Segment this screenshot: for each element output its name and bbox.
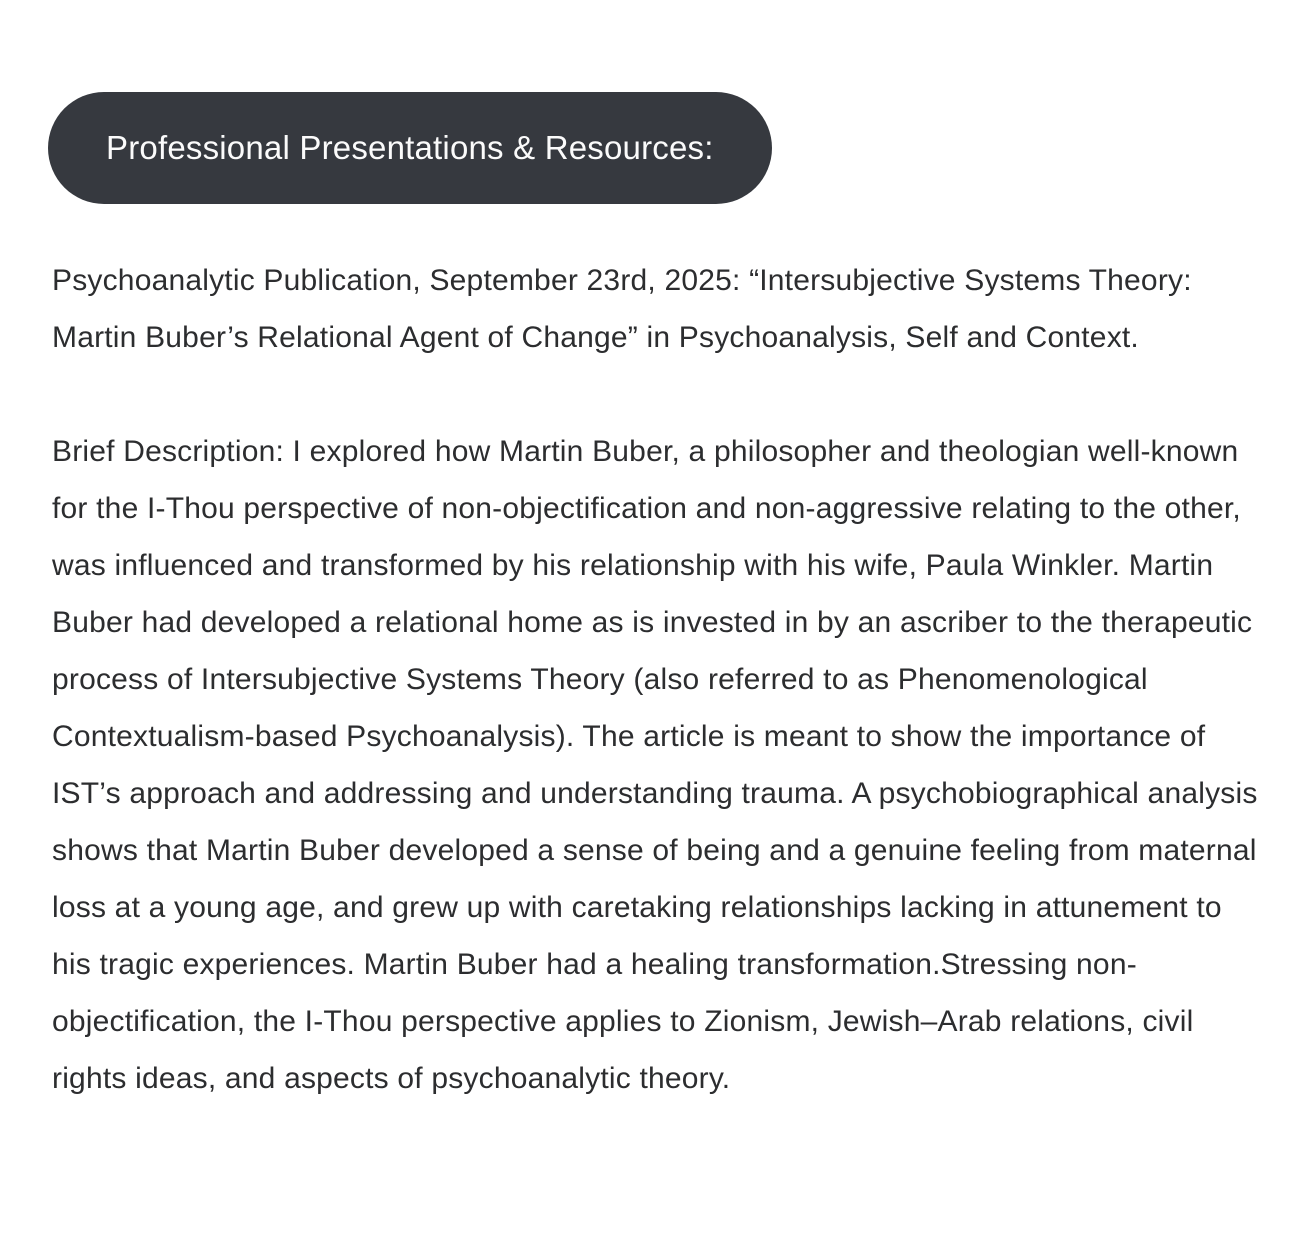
brief-description-paragraph: Brief Description: I explored how Martin Buber, a philosopher and theologian well-known for the I-Thou perspective of non-objectification and non-aggressive relating to the other, was influenced and transformed by his relationship with his wife, Paula Winkler. Martin Buber had developed a relational home as is invested in by an ascriber to the therapeutic process of Intersubjective Systems Theory (also referred to as Phenomenological Contextualism-based Psychoanalysis). The article is meant to show the importance of IST’s approach and addressing and understanding trauma. A psychobiographical analysis shows that Martin Buber developed a sense of being and a genuine feeling from maternal loss at a young age, and grew up with caretaking relationships lacking in attunement to his tragic experiences. Martin Buber had a healing transformation.Stressing non-objectification, the I-Thou perspective applies to Zionism, Jewish–Arab relations, civil rights ideas, and aspects of psychoanalytic theory.: [52, 435, 1258, 1095]
publication-paragraph: Psychoanalytic Publication, September 23rd, 2025: “Intersubjective Systems Theory: Martin Buber’s Relational Agent of Change” in Psychoanalysis, Self and Context.: [52, 264, 1192, 354]
badge-label: Professional Presentations & Resources:: [106, 129, 714, 166]
professional-presentations-badge: [48, 92, 772, 204]
content-area: [52, 252, 1268, 1164]
